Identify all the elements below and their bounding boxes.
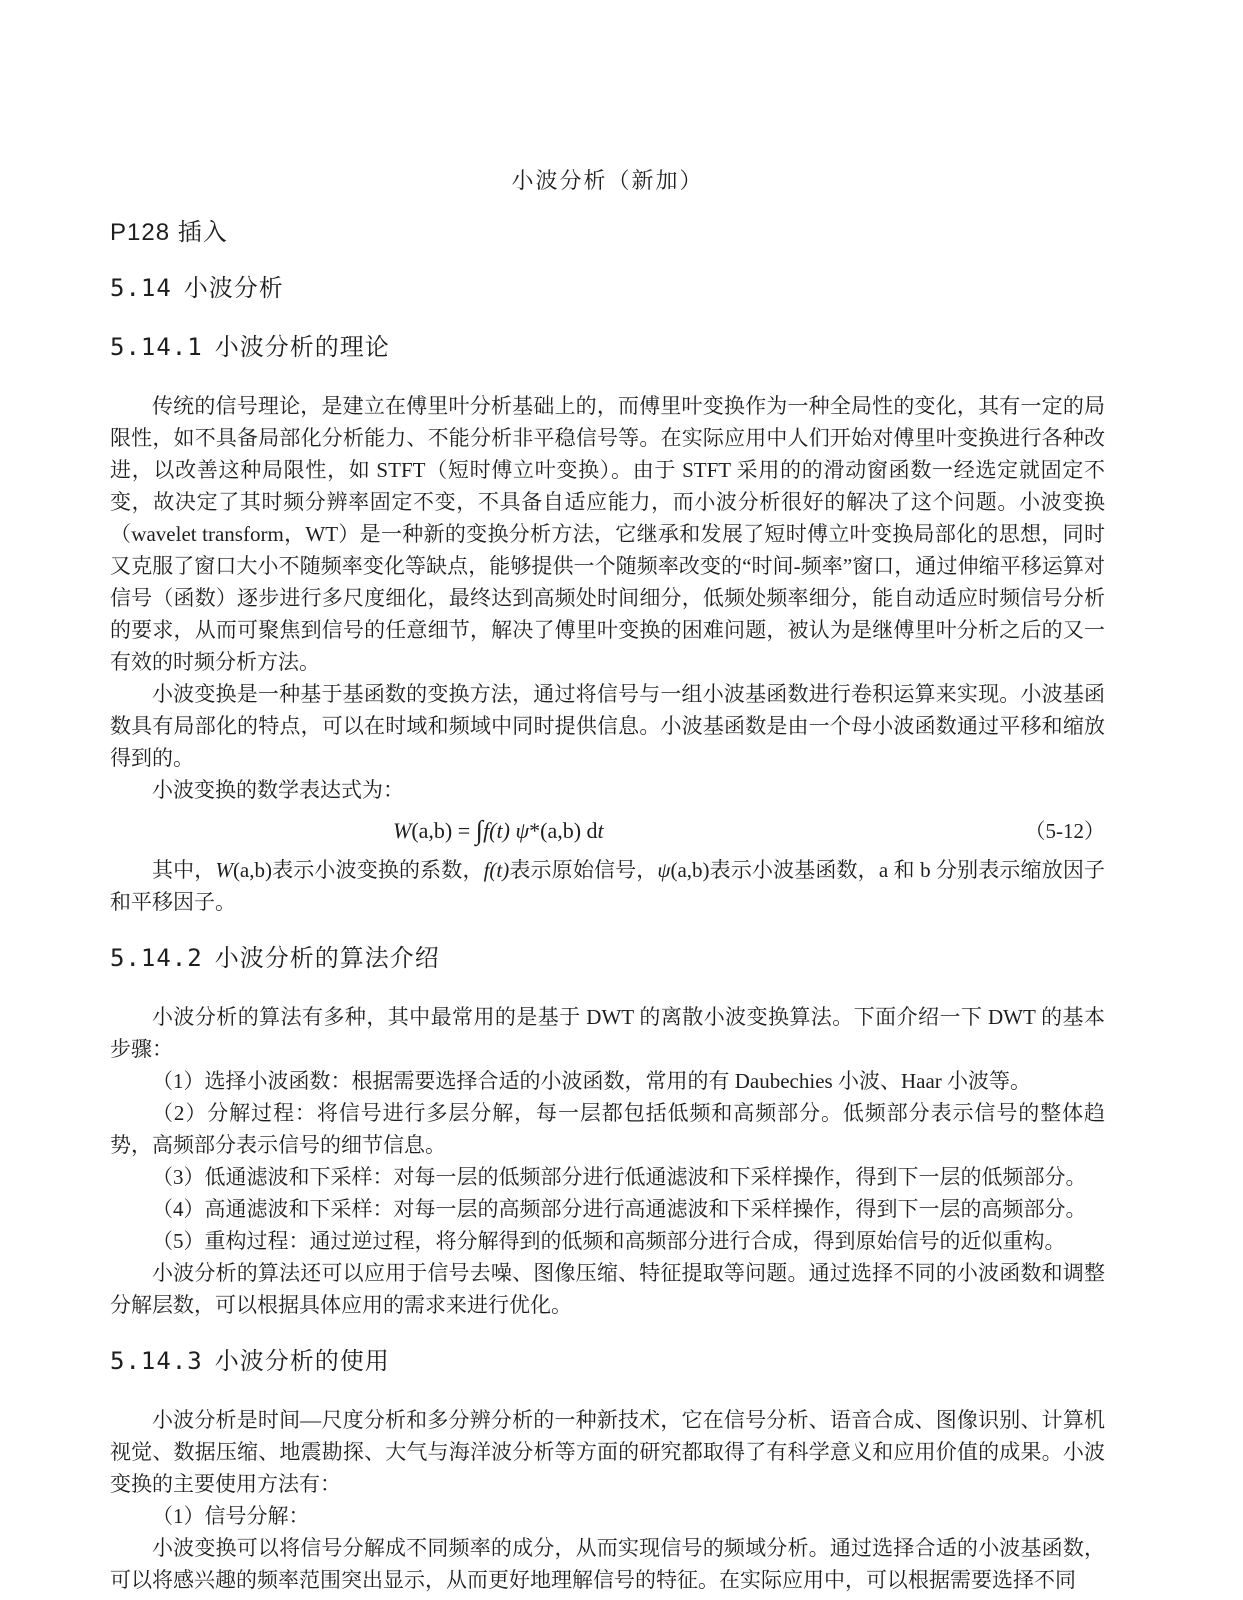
chapter-heading xyxy=(110,272,1105,305)
chapter-title: 小波分析 xyxy=(183,275,284,302)
formula-arguments: (a,b) = xyxy=(411,818,476,843)
where-text-3: 表示原始信号， xyxy=(509,858,658,882)
formula-signal-term: f(t) xyxy=(483,818,516,843)
integral-sign: ∫ xyxy=(475,815,484,845)
section-theory-title: 小波分析的理论 xyxy=(214,334,390,361)
paragraph-usage-item-1: 小波变换可以将信号分解成不同频率的成分，从而实现信号的频域分析。通过选择合适的小波基函数，可以将感兴趣的频率范围突出显示，从而更好地理解信号的特征。在实际应用中，可以根据需要选择不同 xyxy=(110,1536,1105,1592)
algorithm-step-1: （1）选择小波函数：根据需要选择合适的小波函数，常用的有 Daubechies 小波、Haar 小波等。 xyxy=(152,1069,1032,1093)
formula-conjugate-term: *(a,b) d xyxy=(529,818,598,843)
section-usage-heading xyxy=(110,1345,1105,1378)
paragraph-background: 传统的信号理论，是建立在傅里叶分析基础上的，而傅里叶变换作为一种全局性的变化，其有一定的局限性，如不具备局部化分析能力、不能分析非平稳信号等。在实际应用中人们开始对傅里叶变换进行各种改进，以改善这种局限性，如 STFT（短时傅立叶变换）。由于 STFT 采用的的滑动窗函数一经选定就固定不变，故决定了其时频分辨率固定不变，不具备自适应能力，而小波分析很好的解决了这个问题。小波变换（wavelet transform，WT）是一种新的变换分析方法，它继承和发展了短时傅立叶变换局部化的思想，同时又克服了窗口大小不随频率变化等缺点，能够提供一个随频率改变的“时间-频率”窗口，通过伸缩平移运算对信号（函数）逐步进行多尺度细化，最终达到高频处时间细分，低频处频率细分，能自动适应时频信号分析的要求，从而可聚焦到信号的任意细节，解决了傅里叶变换的困难问题，被认为是继傅里叶分析之后的又一有效的时频分析方法。 xyxy=(110,394,1105,674)
formula-psi-symbol: ψ xyxy=(515,818,530,843)
equation-number: （5-12） xyxy=(1024,819,1105,843)
section-theory-number: 5.14.1 xyxy=(110,333,203,361)
section-algorithm-heading xyxy=(110,942,1105,975)
section-theory-heading xyxy=(110,331,1105,364)
section-algorithm-title: 小波分析的算法介绍 xyxy=(214,945,440,972)
paragraph-algorithm-applications: 小波分析的算法还可以应用于信号去噪、图像压缩、特征提取等问题。通过选择不同的小波函数和调整分解层数，可以根据具体应用的需求来进行优化。 xyxy=(110,1261,1105,1317)
formula-row xyxy=(110,812,1105,848)
section-usage-number: 5.14.3 xyxy=(110,1347,203,1375)
document-title: 小波分析（新加） xyxy=(511,168,704,193)
paragraph-basis: 小波变换是一种基于基函数的变换方法，通过将信号与一组小波基函数进行卷积运算来实现。小波基函数具有局部化的特点，可以在时域和频域中同时提供信息。小波基函数是由一个母小波函数通过平移和缩放得到的。 xyxy=(110,682,1105,770)
where-ft-symbol: f(t) xyxy=(483,858,510,882)
where-text-4: (a,b)表示小波基函数，a 和 b 分别表示缩放因子和平移因子。 xyxy=(110,858,1105,914)
paragraph-usage-intro: 小波分析是时间—尺度分析和多分辨分析的一种新技术，它在信号分析、语音合成、图像识别、计算机视觉、数据压缩、地震勘探、大气与海洋波分析等方面的研究都取得了有科学意义和应用价值的成果。小波变换的主要使用方法有： xyxy=(110,1408,1105,1496)
chapter-number: 5.14 xyxy=(110,274,172,302)
paragraph-algorithm-intro: 小波分析的算法有多种，其中最常用的是基于 DWT 的离散小波变换算法。下面介绍一下 DWT 的基本步骤： xyxy=(110,1005,1105,1061)
algorithm-step-3: （3）低通滤波和下采样：对每一层的低频部分进行低通滤波和下采样操作，得到下一层的低频部分。 xyxy=(152,1165,1087,1189)
algorithm-step-5: （5）重构过程：通过逆过程，将分解得到的低频和高频部分进行合成，得到原始信号的近似重构。 xyxy=(152,1229,1066,1253)
section-algorithm-number: 5.14.2 xyxy=(110,944,203,972)
section-usage-title: 小波分析的使用 xyxy=(214,1348,390,1375)
algorithm-step-4: （4）高通滤波和下采样：对每一层的高频部分进行高通滤波和下采样操作，得到下一层的高频部分。 xyxy=(152,1197,1087,1221)
algorithm-step-2: （2）分解过程：将信号进行多层分解，每一层都包括低频和高频部分。低频部分表示信号的整体趋势，高频部分表示信号的细节信息。 xyxy=(110,1101,1105,1157)
where-w-symbol: W xyxy=(215,858,233,882)
insert-note: P128 插入 xyxy=(110,219,228,246)
formula-dt-variable: t xyxy=(597,818,604,843)
formula-coefficient-symbol: W xyxy=(393,818,412,843)
usage-item-1-label: （1）信号分解： xyxy=(152,1504,310,1528)
where-psi-symbol: ψ xyxy=(657,858,671,882)
wavelet-transform-formula xyxy=(393,816,604,844)
paragraph-where xyxy=(110,854,1105,918)
paragraph-formula-lead: 小波变换的数学表达式为： xyxy=(152,778,404,802)
where-text-2: (a,b)表示小波变换的系数， xyxy=(232,858,484,882)
where-text-1: 其中， xyxy=(152,858,216,882)
